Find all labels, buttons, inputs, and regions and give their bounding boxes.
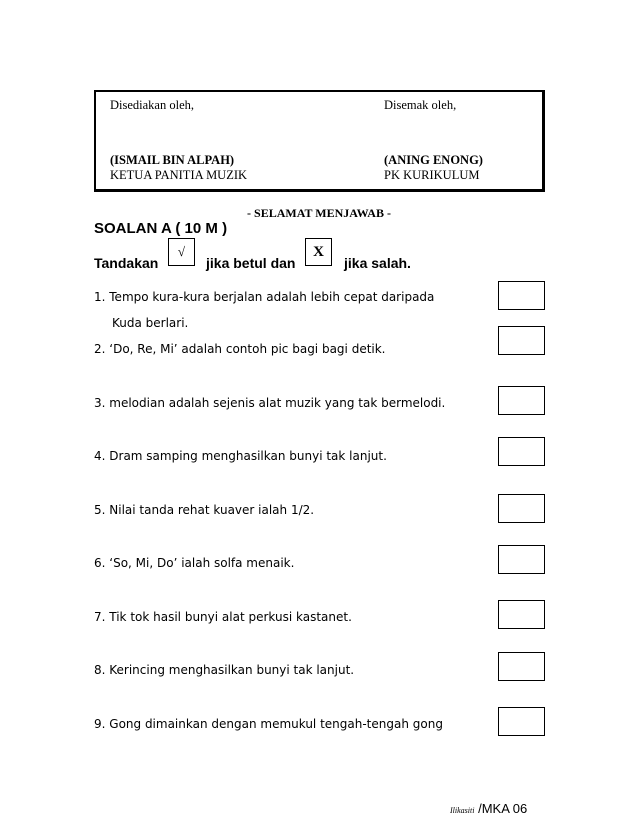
answer-box-4[interactable] <box>498 437 545 466</box>
prepared-by-title: KETUA PANITIA MUZIK <box>110 168 248 182</box>
question-8: 8. Kerincing menghasilkan bunyi tak lanjut. <box>94 663 355 677</box>
question-5: 5. Nilai tanda rehat kuaver ialah 1/2. <box>94 503 315 517</box>
question-1: 1. Tempo kura-kura berjalan adalah lebih cepat daripada <box>94 290 435 304</box>
question-4: 4. Dram samping menghasilkan bunyi tak lanjut. <box>94 449 387 463</box>
checked-by-name: (ANING ENONG) <box>384 153 483 167</box>
answer-box-5[interactable] <box>498 494 545 523</box>
answer-box-1[interactable] <box>498 281 545 310</box>
prepared-by-label: Disediakan oleh, <box>110 98 195 112</box>
instruction-middle: jika betul dan <box>206 255 296 271</box>
footer-handwriting: Ilikasiti <box>450 806 475 815</box>
tick-example-box <box>168 238 195 266</box>
cross-symbol: X <box>313 244 324 260</box>
checked-by-label: Disemak oleh, <box>384 98 457 112</box>
answer-box-3[interactable] <box>498 386 545 415</box>
question-9: 9. Gong dimainkan dengan memukul tengah-tengah gong <box>94 717 443 731</box>
signature-box <box>94 90 545 192</box>
footer-code: /MKA 06 <box>478 801 528 816</box>
greeting: - SELAMAT MENJAWAB - <box>247 206 391 220</box>
answer-box-7[interactable] <box>498 600 545 629</box>
question-3: 3. melodian adalah sejenis alat muzik yang tak bermelodi. <box>94 396 446 410</box>
instruction-suffix: jika salah. <box>344 255 411 271</box>
answer-box-2[interactable] <box>498 326 545 355</box>
prepared-by-name: (ISMAIL BIN ALPAH) <box>110 153 235 167</box>
question-1-continuation: Kuda berlari. <box>112 316 189 330</box>
question-2: 2. ‘Do, Re, Mi’ adalah contoh pic bagi bagi detik. <box>94 342 386 356</box>
answer-box-6[interactable] <box>498 545 545 574</box>
answer-box-8[interactable] <box>498 652 545 681</box>
tick-symbol: √ <box>177 244 186 259</box>
instruction-prefix: Tandakan <box>94 255 159 271</box>
section-heading: SOALAN A ( 10 M ) <box>94 220 228 237</box>
cross-example-box <box>305 238 332 266</box>
question-6: 6. ‘So, Mi, Do’ ialah solfa menaik. <box>94 556 295 570</box>
footer <box>450 801 527 816</box>
answer-box-9[interactable] <box>498 707 545 736</box>
checked-by-title: PK KURIKULUM <box>384 168 480 182</box>
question-7: 7. Tik tok hasil bunyi alat perkusi kastanet. <box>94 610 352 624</box>
